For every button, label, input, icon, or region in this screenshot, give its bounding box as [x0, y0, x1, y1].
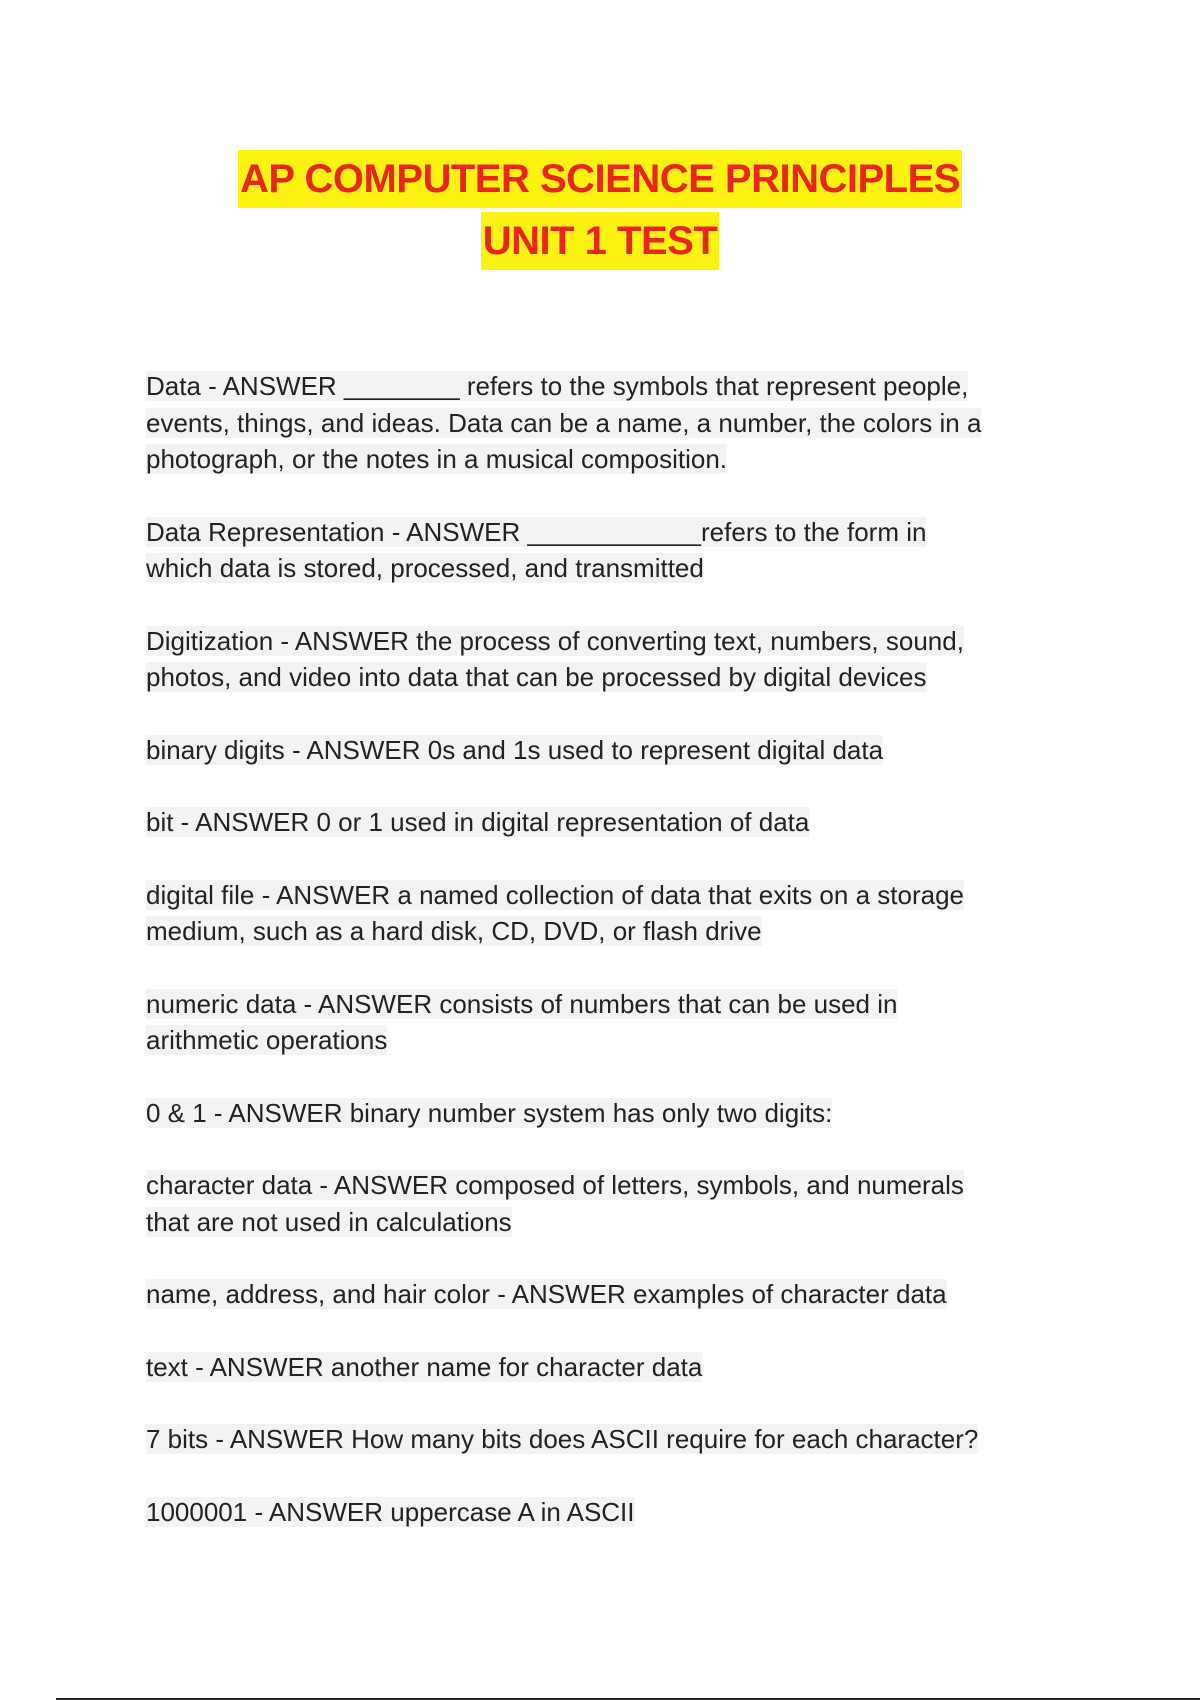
entry-line: photograph, or the notes in a musical composition. — [146, 444, 728, 474]
entry-line: digital file - ANSWER a named collection of data that exits on a storage — [146, 879, 964, 910]
entry-line: Data Representation - ANSWER ____________refers to the form in — [146, 516, 927, 547]
entry-line: bit - ANSWER 0 or 1 used in digital representation of data — [146, 807, 810, 837]
title-line-1: AP COMPUTER SCIENCE PRINCIPLES — [238, 150, 962, 208]
entry-line: Digitization - ANSWER the process of converting text, numbers, sound, — [146, 625, 964, 656]
entry-data — [146, 368, 1086, 478]
entry-line: name, address, and hair color - ANSWER examples of character data — [146, 1279, 947, 1309]
entry-line: that are not used in calculations — [146, 1206, 512, 1237]
entry-zero-and-one — [146, 1095, 1086, 1132]
entry-digitization — [146, 623, 1086, 696]
entry-line: 0 & 1 - ANSWER binary number system has only two digits: — [146, 1097, 833, 1128]
entry-line: binary digits - ANSWER 0s and 1s used to represent digital data — [146, 734, 884, 765]
entry-data-representation — [146, 514, 1086, 587]
entry-line: character data - ANSWER composed of letters, symbols, and numerals — [146, 1170, 964, 1200]
entry-line: events, things, and ideas. Data can be a name, a number, the colors in a — [146, 407, 982, 438]
entry-digital-file — [146, 877, 1086, 950]
flashcard-list — [146, 368, 1086, 1566]
entry-line: text - ANSWER another name for character data — [146, 1351, 703, 1382]
entry-1000001 — [146, 1494, 1086, 1531]
entry-line: medium, such as a hard disk, CD, DVD, or flash drive — [146, 916, 762, 946]
entry-line: Data - ANSWER ________ refers to the symbols that represent people, — [146, 371, 969, 401]
entry-line: 1000001 - ANSWER uppercase A in ASCII — [146, 1496, 635, 1527]
entry-line: 7 bits - ANSWER How many bits does ASCII require for each character? — [146, 1424, 979, 1454]
entry-bit — [146, 804, 1086, 841]
entry-name-address-hair-color — [146, 1276, 1086, 1313]
document-title — [0, 150, 1200, 274]
entry-text — [146, 1349, 1086, 1386]
entry-character-data — [146, 1167, 1086, 1240]
entry-numeric-data — [146, 986, 1086, 1059]
entry-line: which data is stored, processed, and transmitted — [146, 553, 704, 583]
entry-binary-digits — [146, 732, 1086, 769]
entry-line: numeric data - ANSWER consists of numbers that can be used in — [146, 988, 898, 1019]
entry-line: arithmetic operations — [146, 1025, 388, 1055]
title-line-2: UNIT 1 TEST — [481, 212, 720, 270]
entry-line: photos, and video into data that can be processed by digital devices — [146, 662, 927, 692]
entry-seven-bits — [146, 1421, 1086, 1458]
